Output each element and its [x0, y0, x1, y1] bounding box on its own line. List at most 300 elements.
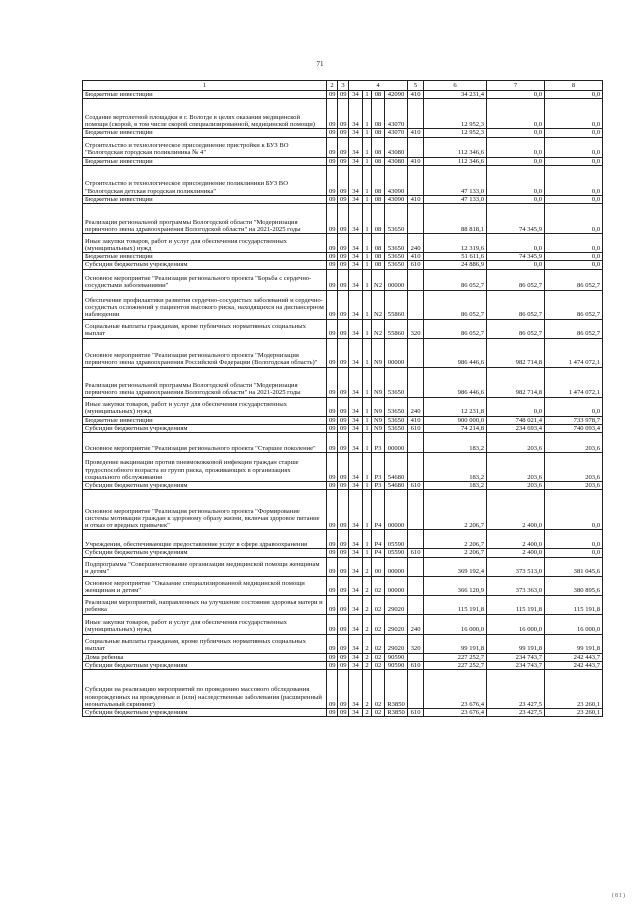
row-expense-type [408, 204, 424, 234]
row-code-direction: 53650 [385, 424, 408, 432]
row-value-col6: 23 676,4 [424, 670, 487, 709]
row-expense-type [408, 290, 424, 319]
row-chapter: 09 [327, 595, 338, 614]
row-code-event: 08 [372, 234, 385, 253]
table-row [83, 549, 603, 557]
row-chapter: 09 [327, 129, 338, 137]
row-section: 09 [338, 253, 349, 261]
row-section: 09 [338, 661, 349, 669]
row-code-subprogram: 2 [363, 614, 372, 634]
row-section: 09 [338, 670, 349, 709]
row-value-col7: 0,0 [487, 234, 545, 253]
row-section: 09 [338, 397, 349, 416]
row-code-direction: 05590 [385, 549, 408, 557]
row-name: Бюджетные инвестиции [83, 195, 327, 203]
row-code-event: 08 [372, 137, 385, 157]
row-value-col6: 112 346,6 [424, 157, 487, 165]
row-code-subprogram: 1 [363, 165, 372, 195]
row-value-col7: 86 052,7 [487, 290, 545, 319]
row-value-col8: 1 474 072,1 [545, 367, 603, 397]
row-code-program: 34 [349, 204, 363, 234]
row-code-direction: R3850 [385, 670, 408, 709]
row-chapter: 09 [327, 576, 338, 595]
row-expense-type: 610 [408, 661, 424, 669]
row-value-col7: 0,0 [487, 165, 545, 195]
row-name: Обеспечение профилактики развития сердечно-сосудистых заболеваний и сердечно-сосудистых осложнений у пациентов высокого риска, находящихся на диспансерном наблюдении [83, 290, 327, 319]
table-row [83, 424, 603, 432]
row-name: Субсидии бюджетным учреждениям [83, 549, 327, 557]
header-col-1: 1 [83, 81, 327, 91]
row-code-program: 34 [349, 634, 363, 653]
row-value-col6: 47 133,0 [424, 195, 487, 203]
row-expense-type [408, 453, 424, 482]
row-code-direction: 53650 [385, 397, 408, 416]
row-chapter: 09 [327, 137, 338, 157]
row-value-col8: 0,0 [545, 253, 603, 261]
row-section: 09 [338, 453, 349, 482]
row-code-direction: 29020 [385, 634, 408, 653]
row-value-col6: 86 052,7 [424, 269, 487, 290]
row-section: 09 [338, 129, 349, 137]
row-code-event: P4 [372, 549, 385, 557]
row-code-direction: 55860 [385, 319, 408, 338]
row-name: Иные закупки товаров, работ и услуг для обеспечения государственных (муниципальных) нужд [83, 614, 327, 634]
row-name: Иные закупки товаров, работ и услуг для обеспечения государственных (муниципальных) нужд [83, 234, 327, 253]
row-value-col6: 12 952,3 [424, 99, 487, 129]
row-code-direction: 55860 [385, 290, 408, 319]
row-code-program: 34 [349, 99, 363, 129]
row-value-col6: 12 231,8 [424, 397, 487, 416]
row-chapter: 09 [327, 397, 338, 416]
row-value-col7: 203,6 [487, 433, 545, 453]
row-value-col7: 373 513,0 [487, 557, 545, 576]
row-value-col6: 24 886,9 [424, 261, 487, 269]
row-section: 09 [338, 137, 349, 157]
row-code-program: 34 [349, 530, 363, 549]
row-code-subprogram: 1 [363, 549, 372, 557]
row-expense-type: 410 [408, 253, 424, 261]
row-value-col7: 0,0 [487, 91, 545, 99]
row-code-event: N9 [372, 367, 385, 397]
row-value-col8: 0,0 [545, 490, 603, 530]
row-code-direction: 53650 [385, 416, 408, 424]
row-value-col8: 733 978,7 [545, 416, 603, 424]
row-chapter: 09 [327, 549, 338, 557]
table-row [83, 595, 603, 614]
row-chapter: 09 [327, 204, 338, 234]
row-value-col7: 982 714,8 [487, 367, 545, 397]
row-expense-type: 610 [408, 549, 424, 557]
table-row [83, 576, 603, 595]
row-code-program: 34 [349, 91, 363, 99]
row-chapter: 09 [327, 195, 338, 203]
row-value-col8: 0,0 [545, 549, 603, 557]
row-name: Основное мероприятие "Реализация регионального проекта "Старшее поколение" [83, 433, 327, 453]
row-section: 09 [338, 195, 349, 203]
table-row [83, 261, 603, 269]
row-name: Основное мероприятие "Реализация регионального проекта "Борьба с сердечно-сосудистыми заболеваниями" [83, 269, 327, 290]
row-chapter: 09 [327, 165, 338, 195]
row-value-col7: 234 743,7 [487, 653, 545, 661]
row-value-col7: 74 345,9 [487, 204, 545, 234]
table-row [83, 319, 603, 338]
row-value-col7: 748 021,4 [487, 416, 545, 424]
row-value-col7: 2 400,0 [487, 490, 545, 530]
row-expense-type [408, 576, 424, 595]
row-code-event: N2 [372, 319, 385, 338]
header-col-8: 8 [545, 81, 603, 91]
row-value-col7: 0,0 [487, 157, 545, 165]
row-chapter: 09 [327, 614, 338, 634]
row-code-subprogram: 2 [363, 670, 372, 709]
row-expense-type [408, 670, 424, 709]
row-code-direction: 53650 [385, 253, 408, 261]
row-section: 09 [338, 157, 349, 165]
row-name: Субсидии бюджетным учреждениям [83, 261, 327, 269]
row-code-direction: 00000 [385, 433, 408, 453]
row-code-subprogram: 1 [363, 129, 372, 137]
row-name: Строительство и технологическое присоединение поликлиники БУЗ ВО "Вологодская детская городская поликлиника" [83, 165, 327, 195]
row-code-event: 08 [372, 157, 385, 165]
row-value-col8: 203,6 [545, 433, 603, 453]
row-value-col7: 23 427,5 [487, 709, 545, 717]
row-code-event: 08 [372, 204, 385, 234]
row-name: Иные закупки товаров, работ и услуг для обеспечения государственных (муниципальных) нужд [83, 397, 327, 416]
row-code-direction: 53650 [385, 204, 408, 234]
row-code-event: N9 [372, 397, 385, 416]
row-section: 09 [338, 634, 349, 653]
row-expense-type: 320 [408, 319, 424, 338]
row-value-col8: 242 443,7 [545, 653, 603, 661]
table-row [83, 709, 603, 717]
row-chapter: 09 [327, 653, 338, 661]
row-value-col7: 99 191,8 [487, 634, 545, 653]
row-expense-type: 320 [408, 634, 424, 653]
row-section: 09 [338, 614, 349, 634]
row-chapter: 09 [327, 453, 338, 482]
row-expense-type: 240 [408, 397, 424, 416]
row-code-direction: R3850 [385, 709, 408, 717]
row-expense-type [408, 530, 424, 549]
row-value-col7: 982 714,8 [487, 338, 545, 367]
header-col-2: 2 [327, 81, 338, 91]
row-code-direction: 00000 [385, 269, 408, 290]
row-value-col7: 23 427,5 [487, 670, 545, 709]
row-chapter: 09 [327, 367, 338, 397]
row-name: Бюджетные инвестиции [83, 157, 327, 165]
row-code-program: 34 [349, 137, 363, 157]
row-code-program: 34 [349, 653, 363, 661]
row-section: 09 [338, 204, 349, 234]
row-code-program: 34 [349, 424, 363, 432]
row-name: Бюджетные инвестиции [83, 91, 327, 99]
table-row [83, 204, 603, 234]
row-code-subprogram: 1 [363, 234, 372, 253]
row-value-col8: 0,0 [545, 137, 603, 157]
header-col-6: 6 [424, 81, 487, 91]
row-code-program: 34 [349, 129, 363, 137]
header-col-7: 7 [487, 81, 545, 91]
row-code-event: N9 [372, 424, 385, 432]
row-code-program: 34 [349, 319, 363, 338]
row-value-col6: 86 052,7 [424, 290, 487, 319]
row-name: Субсидии бюджетным учреждениям [83, 661, 327, 669]
row-value-col8: 0,0 [545, 165, 603, 195]
row-name: Дома ребенка [83, 653, 327, 661]
row-code-direction: 00000 [385, 557, 408, 576]
row-code-direction: 29020 [385, 595, 408, 614]
row-value-col8: 115 191,8 [545, 595, 603, 614]
row-code-direction: 54680 [385, 482, 408, 490]
row-code-direction: 43070 [385, 99, 408, 129]
row-value-col6: 88 818,1 [424, 204, 487, 234]
row-code-subprogram: 1 [363, 261, 372, 269]
row-code-direction: 43080 [385, 157, 408, 165]
row-value-col8: 86 052,7 [545, 290, 603, 319]
row-code-subprogram: 1 [363, 157, 372, 165]
row-code-subprogram: 1 [363, 490, 372, 530]
row-value-col8: 0,0 [545, 261, 603, 269]
row-code-subprogram: 2 [363, 557, 372, 576]
row-value-col6: 227 252,7 [424, 661, 487, 669]
row-chapter: 09 [327, 490, 338, 530]
row-chapter: 09 [327, 99, 338, 129]
row-value-col7: 0,0 [487, 261, 545, 269]
row-expense-type: 610 [408, 709, 424, 717]
row-value-col7: 115 191,8 [487, 595, 545, 614]
table-row [83, 253, 603, 261]
row-value-col6: 12 319,6 [424, 234, 487, 253]
row-value-col8: 203,6 [545, 453, 603, 482]
row-code-event: P3 [372, 453, 385, 482]
row-code-program: 34 [349, 165, 363, 195]
row-code-program: 34 [349, 433, 363, 453]
row-code-event: P3 [372, 482, 385, 490]
row-code-program: 34 [349, 490, 363, 530]
row-code-subprogram: 2 [363, 661, 372, 669]
row-name: Реализация региональной программы Вологодской области "Модернизация первичного звена здравоохранения Вологодской области" на 2021-2025 годы [83, 367, 327, 397]
row-code-program: 34 [349, 290, 363, 319]
row-code-direction: 43090 [385, 195, 408, 203]
row-value-col7: 234 693,4 [487, 424, 545, 432]
row-chapter: 09 [327, 261, 338, 269]
row-value-col6: 900 000,0 [424, 416, 487, 424]
row-code-event: P3 [372, 433, 385, 453]
row-value-col6: 34 231,4 [424, 91, 487, 99]
row-value-col7: 2 400,0 [487, 549, 545, 557]
row-name: Бюджетные инвестиции [83, 416, 327, 424]
row-chapter: 09 [327, 709, 338, 717]
row-code-program: 34 [349, 661, 363, 669]
table-row [83, 530, 603, 549]
table-row [83, 433, 603, 453]
row-code-event: 08 [372, 129, 385, 137]
row-section: 09 [338, 653, 349, 661]
row-value-col7: 203,6 [487, 453, 545, 482]
row-name: Реализация мероприятий, направленных на улучшение состояния здоровья матери и ребенка [83, 595, 327, 614]
row-value-col8: 99 191,8 [545, 634, 603, 653]
row-code-program: 34 [349, 397, 363, 416]
row-code-event: 02 [372, 661, 385, 669]
row-section: 09 [338, 482, 349, 490]
row-value-col6: 112 346,6 [424, 137, 487, 157]
row-code-event: P4 [372, 530, 385, 549]
row-chapter: 09 [327, 482, 338, 490]
row-value-col7: 0,0 [487, 397, 545, 416]
table-row [83, 397, 603, 416]
table-row [83, 129, 603, 137]
row-code-program: 34 [349, 549, 363, 557]
row-value-col7: 0,0 [487, 195, 545, 203]
row-name: Проведение вакцинации против пневмококковой инфекции граждан старше трудоспособного возраста из групп риска, проживающих в организациях социального обслуживания [83, 453, 327, 482]
row-chapter: 09 [327, 670, 338, 709]
row-code-subprogram: 2 [363, 653, 372, 661]
row-code-direction: 42090 [385, 91, 408, 99]
row-value-col6: 86 052,7 [424, 319, 487, 338]
table-row [83, 367, 603, 397]
header-col-3: 3 [338, 81, 349, 91]
table-row [83, 165, 603, 195]
row-code-program: 34 [349, 367, 363, 397]
row-section: 09 [338, 530, 349, 549]
row-section: 09 [338, 99, 349, 129]
row-section: 09 [338, 433, 349, 453]
row-chapter: 09 [327, 338, 338, 367]
row-code-event: N2 [372, 269, 385, 290]
header-col-4: 4 [349, 81, 408, 91]
row-value-col8: 23 260,1 [545, 709, 603, 717]
header-col-5: 5 [408, 81, 424, 91]
row-code-subprogram: 1 [363, 195, 372, 203]
table-row [83, 416, 603, 424]
header-row [83, 81, 603, 91]
row-code-subprogram: 1 [363, 453, 372, 482]
row-code-event: P4 [372, 490, 385, 530]
row-value-col6: 47 133,0 [424, 165, 487, 195]
row-chapter: 09 [327, 530, 338, 549]
row-value-col7: 2 400,0 [487, 530, 545, 549]
row-code-event: 02 [372, 670, 385, 709]
row-value-col8: 0,0 [545, 204, 603, 234]
row-code-direction: 00000 [385, 490, 408, 530]
row-chapter: 09 [327, 319, 338, 338]
row-code-program: 34 [349, 261, 363, 269]
row-expense-type: 410 [408, 129, 424, 137]
row-value-col7: 0,0 [487, 137, 545, 157]
row-code-direction: 05590 [385, 530, 408, 549]
table-row [83, 634, 603, 653]
row-code-program: 34 [349, 595, 363, 614]
row-name: Субсидии бюджетным учреждениям [83, 709, 327, 717]
table-row [83, 290, 603, 319]
row-code-subprogram: 1 [363, 416, 372, 424]
row-value-col6: 369 192,4 [424, 557, 487, 576]
row-code-direction: 43080 [385, 137, 408, 157]
row-expense-type: 610 [408, 482, 424, 490]
row-code-direction: 53650 [385, 367, 408, 397]
row-expense-type: 410 [408, 416, 424, 424]
row-code-event: 08 [372, 261, 385, 269]
row-code-subprogram: 2 [363, 709, 372, 717]
row-code-event: N2 [372, 290, 385, 319]
table-row [83, 453, 603, 482]
row-value-col6: 183,2 [424, 433, 487, 453]
row-code-event: 08 [372, 195, 385, 203]
row-code-event: 02 [372, 576, 385, 595]
row-section: 09 [338, 269, 349, 290]
table-row [83, 234, 603, 253]
table-row [83, 670, 603, 709]
row-code-direction: 43090 [385, 165, 408, 195]
budget-table [82, 80, 603, 717]
table-row [83, 269, 603, 290]
row-code-subprogram: 2 [363, 576, 372, 595]
row-code-program: 34 [349, 416, 363, 424]
row-value-col7: 16 000,0 [487, 614, 545, 634]
row-code-direction: 90590 [385, 661, 408, 669]
row-name: Социальные выплаты гражданам, кроме публичных нормативных социальных выплат [83, 634, 327, 653]
row-chapter: 09 [327, 634, 338, 653]
row-code-event: 02 [372, 653, 385, 661]
row-code-subprogram: 1 [363, 367, 372, 397]
row-section: 09 [338, 165, 349, 195]
row-section: 09 [338, 290, 349, 319]
row-value-col7: 74 345,9 [487, 253, 545, 261]
row-value-col6: 227 252,7 [424, 653, 487, 661]
row-value-col8: 0,0 [545, 530, 603, 549]
row-chapter: 09 [327, 234, 338, 253]
table-row [83, 99, 603, 129]
row-code-program: 34 [349, 576, 363, 595]
table-row [83, 661, 603, 669]
row-expense-type [408, 595, 424, 614]
row-section: 09 [338, 416, 349, 424]
row-code-event: N9 [372, 338, 385, 367]
row-expense-type [408, 367, 424, 397]
table-row [83, 338, 603, 367]
row-value-col8: 0,0 [545, 129, 603, 137]
table-row [83, 91, 603, 99]
row-code-program: 34 [349, 253, 363, 261]
row-code-program: 34 [349, 269, 363, 290]
table-row [83, 195, 603, 203]
table-row [83, 557, 603, 576]
row-code-event: 08 [372, 165, 385, 195]
row-name: Строительство и технологическое присоединение пристройки к БУЗ ВО "Вологодская городская поликлиника № 4" [83, 137, 327, 157]
row-name: Создание вертолетной площадки в г. Вологде в целях оказания медицинской помощи (скорой, в том числе скорой специализированной, медицинской помощи) [83, 99, 327, 129]
row-section: 09 [338, 709, 349, 717]
row-expense-type: 610 [408, 261, 424, 269]
row-value-col7: 0,0 [487, 129, 545, 137]
row-code-direction: 43070 [385, 129, 408, 137]
row-name: Социальные выплаты гражданам, кроме публичных нормативных социальных выплат [83, 319, 327, 338]
row-value-col7: 86 052,7 [487, 319, 545, 338]
row-value-col6: 115 191,8 [424, 595, 487, 614]
row-code-subprogram: 1 [363, 319, 372, 338]
row-chapter: 09 [327, 269, 338, 290]
row-code-subprogram: 1 [363, 269, 372, 290]
row-value-col8: 0,0 [545, 99, 603, 129]
row-code-subprogram: 1 [363, 137, 372, 157]
row-chapter: 09 [327, 416, 338, 424]
row-section: 09 [338, 338, 349, 367]
row-value-col6: 183,2 [424, 482, 487, 490]
row-code-subprogram: 1 [363, 530, 372, 549]
row-value-col8: 0,0 [545, 195, 603, 203]
row-chapter: 09 [327, 290, 338, 319]
row-code-direction: 00000 [385, 576, 408, 595]
row-value-col7: 373 363,0 [487, 576, 545, 595]
